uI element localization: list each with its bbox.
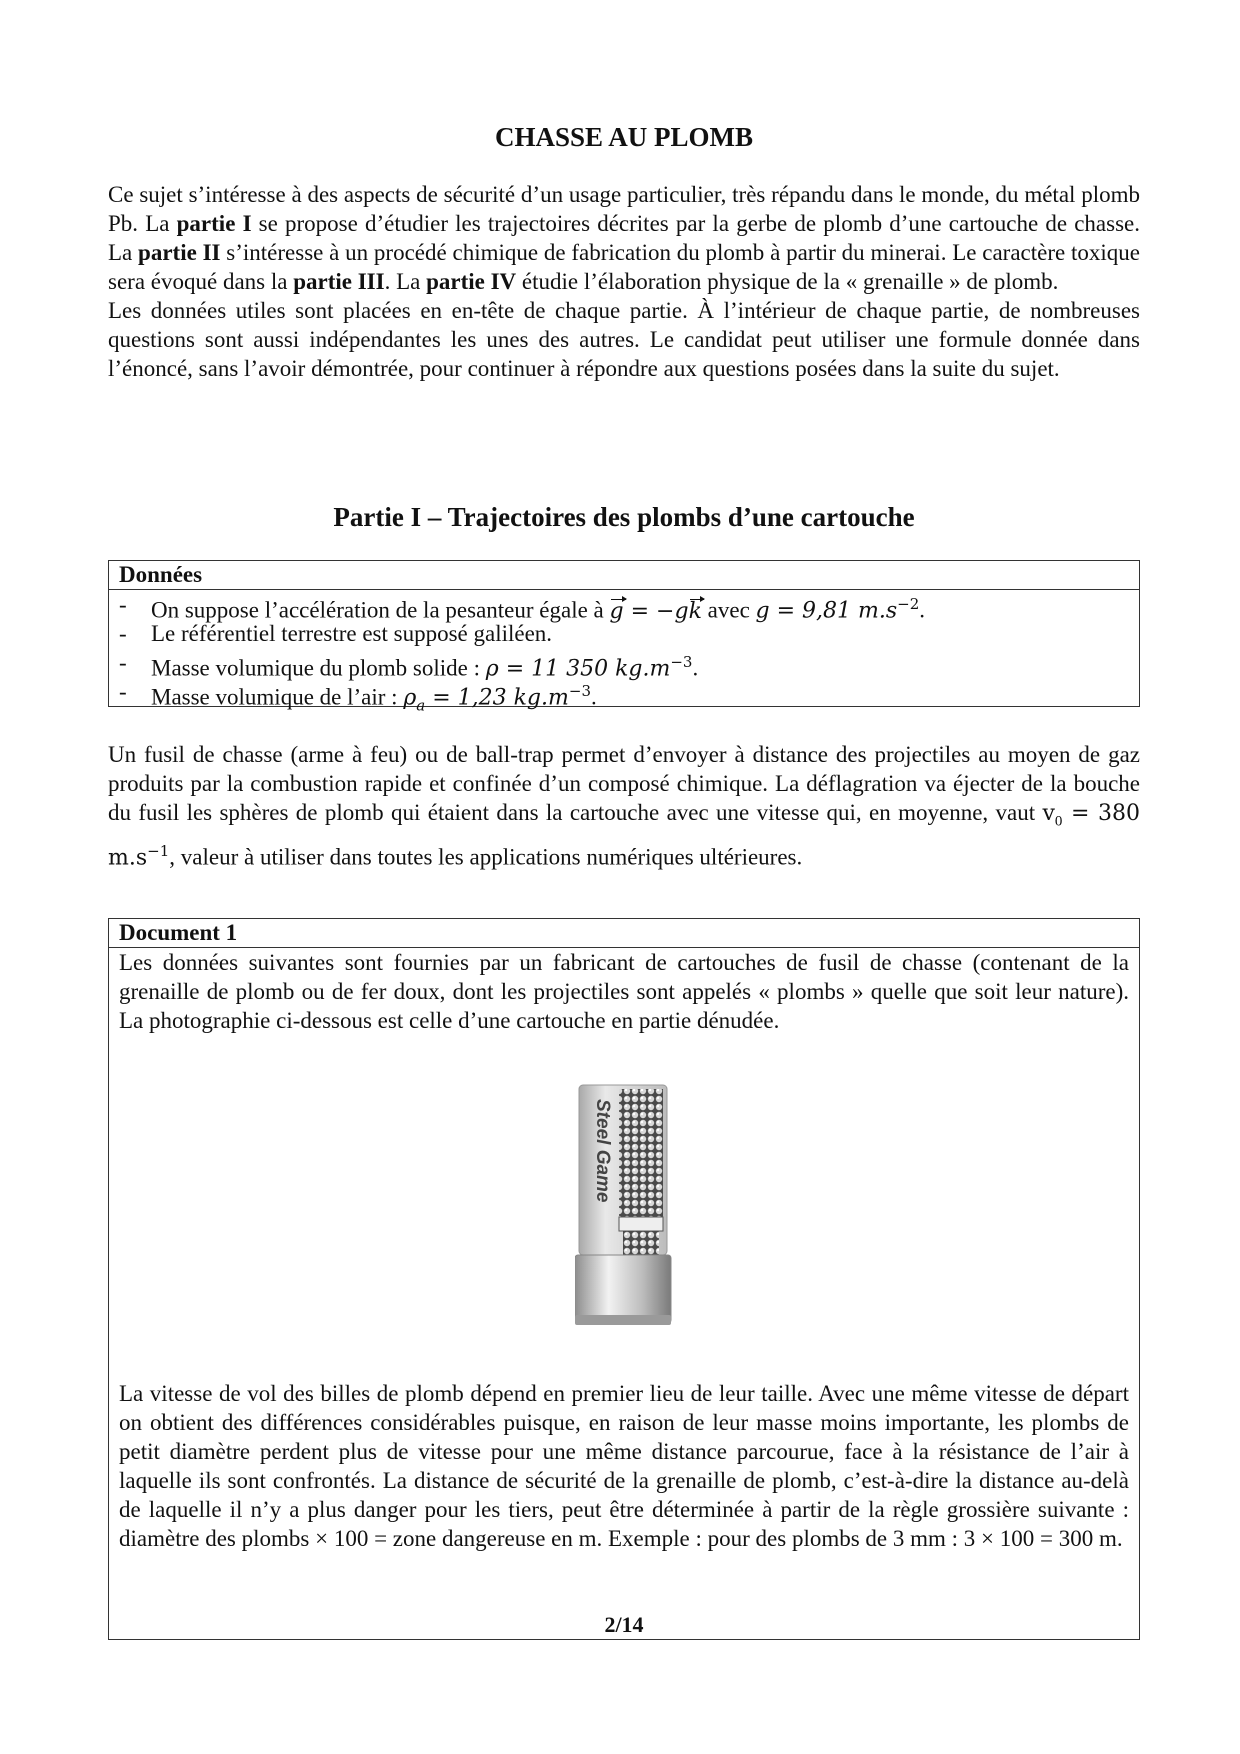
cartridge-base <box>575 1255 671 1323</box>
donnee-masse-air: - Masse volumique de l’air : $\rho_a = 1,23$ $kg.m^{-3}$. <box>119 677 1129 706</box>
part-1-title: Partie I – Trajectoires des plombs d’une cartouche <box>333 502 915 532</box>
donnee-masse-plomb: - Masse volumique du plomb solide : ρ = 11 350 $kg.m^{-3}$. <box>119 648 1129 677</box>
cartridge-wad <box>619 1217 663 1231</box>
document-title: CHASSE AU PLOMB <box>494 122 754 152</box>
donnees-list <box>109 590 1139 715</box>
intro-paragraph-1: Ce sujet s’intéresse à des aspects de sécurité d’un usage particulier, très répandu dans le monde, du métal plomb Pb. La partie I se propose d’étudier les trajectoires décrites par la gerbe de plomb d’une cartouche de chasse. La partie II s’intéresse à un procédé chimique de fabrication du plomb à partir du minerai. Le caractère toxique sera évoqué dans la partie III. La partie IV étudie l’élaboration physique de la « grenaille » de plomb. <box>108 182 1140 294</box>
donnees-box <box>108 560 1140 715</box>
document-1-intro: Les données suivantes sont fournies par un fabricant de cartouches de fusil de chasse (contenant de la grenaille de plomb ou de fer doux, dont les projectiles sont appelés « plombs » quelle que soit leur nature). La photographie ci-dessous est celle d’une cartouche en partie dénudée. <box>119 950 1129 1033</box>
page-number: 2/14 <box>604 1612 644 1637</box>
document-1-heading: Document 1 <box>109 919 1139 948</box>
cartridge-shot <box>619 1089 663 1217</box>
document-1-box <box>108 918 1140 1640</box>
document-1-body: La vitesse de vol des billes de plomb dépend en premier lieu de leur taille. Avec une même vitesse de départ on obtient des différences considérables puisque, en raison de leur masse moins importante, les plombs de petit diamètre perdent plus de vitesse pour une même distance parcourue, face à la résistance de l’air à laquelle ils sont confrontés. La distance de sécurité de la grenaille de plomb, c’est-à-dire la distance au-delà de laquelle il n’y a plus danger pour les tiers, peut être déterminée à partir de la règle grossière suivante : diamètre des plombs × 100 = zone dangereuse en m. Exemple : pour des plombs de 3 mm : 3 × 100 = 300 m. <box>119 1381 1129 1551</box>
cartridge-label: Steel Game <box>592 1099 613 1203</box>
cartridge-photo <box>575 1079 675 1329</box>
fusil-paragraph: Un fusil de chasse (arme à feu) ou de ball-trap permet d’envoyer à distance des projectiles au moyen de gaz produits par la combustion rapide et confinée d’un composé chimique. La déflagration va éjecter de la bouche du fusil les sphères de plomb qui étaient dans la cartouche avec une vitesse qui, en moyenne, vaut $v_0 = 380$ $m.s^{-1}$, valeur à utiliser dans toutes les applications numériques ultérieures. <box>108 742 1140 871</box>
donnee-gravity: - On suppose l’accélération de la pesanteur égale à g = −gk avec g = 9,81 $m.s^{-2}$. <box>119 590 1129 619</box>
donnees-heading: Données <box>109 561 1139 590</box>
intro-paragraph-2: Les données utiles sont placées en en-tête de chaque partie. À l’intérieur de chaque partie, de nombreuses questions sont aussi indépendantes les unes des autres. Le candidat peut utiliser une formule donnée dans l’énoncé, sans l’avoir démontrée, pour continuer à répondre aux questions posées dans la suite du sujet. <box>108 298 1140 381</box>
intro <box>108 180 1140 383</box>
donnee-referentiel: - Le référentiel terrestre est supposé galiléen. <box>119 619 1129 648</box>
